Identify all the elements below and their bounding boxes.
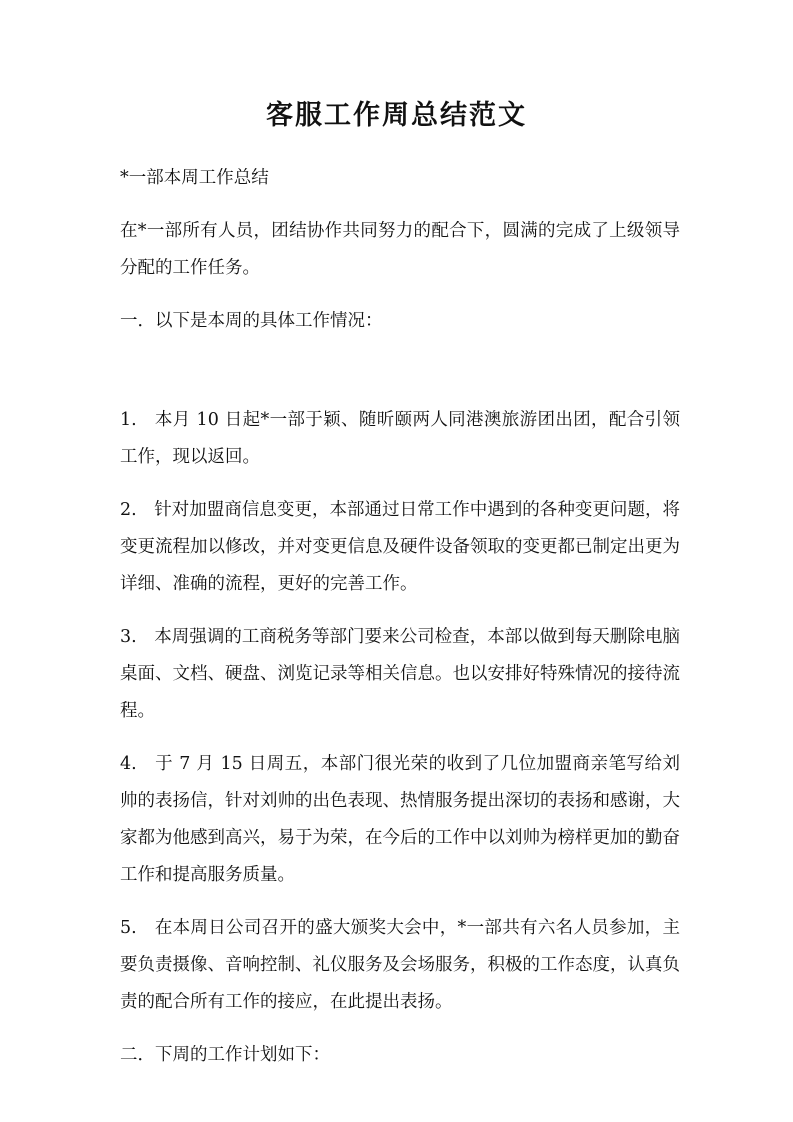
list-item-2: 2. 针对加盟商信息变更，本部通过日常工作中遇到的各种变更问题，将变更流程加以修改，并对变更信息及硬件设备领取的变更都已制定出更为详细、准确的流程，更好的完善工作。	[120, 500, 680, 594]
section-heading: *一部本周工作总结	[120, 168, 269, 188]
intro-paragraph: 在*一部所有人员，团结协作共同努力的配合下，圆满的完成了上级领导分配的工作任务。	[120, 221, 680, 278]
part-two-heading: 二．下周的工作计划如下：	[120, 1045, 330, 1065]
document-title: 客服工作周总结范文	[266, 100, 527, 131]
list-item-5: 5. 在本周日公司召开的盛大颁奖大会中，*一部共有六名人员参加，主要负责摄像、音响控制、礼仪服务及会场服务，积极的工作态度，认真负责的配合所有工作的接应，在此提出表扬。	[120, 918, 680, 1012]
list-item-3: 3. 本周强调的工商税务等部门要来公司检查，本部以做到每天删除电脑桌面、文档、硬盘、浏览记录等相关信息。也以安排好特殊情况的接待流程。	[120, 627, 680, 721]
document-body	[120, 160, 680, 1090]
list-item-4: 4. 于 7 月 15 日周五，本部门很光荣的收到了几位加盟商亲笔写给刘帅的表扬信，针对刘帅的出色表现、热情服务提出深切的表扬和感谢，大家都为他感到高兴，易于为荣，在今后的工作中以刘帅为榜样更加的勤奋工作和提高服务质量。	[120, 754, 680, 885]
list-item-1: 1. 本月 10 日起*一部于颖、随昕颐两人同港澳旅游团出团，配合引领工作，现以返回。	[120, 410, 680, 467]
part-one-heading: 一．以下是本周的具体工作情况：	[120, 311, 383, 331]
